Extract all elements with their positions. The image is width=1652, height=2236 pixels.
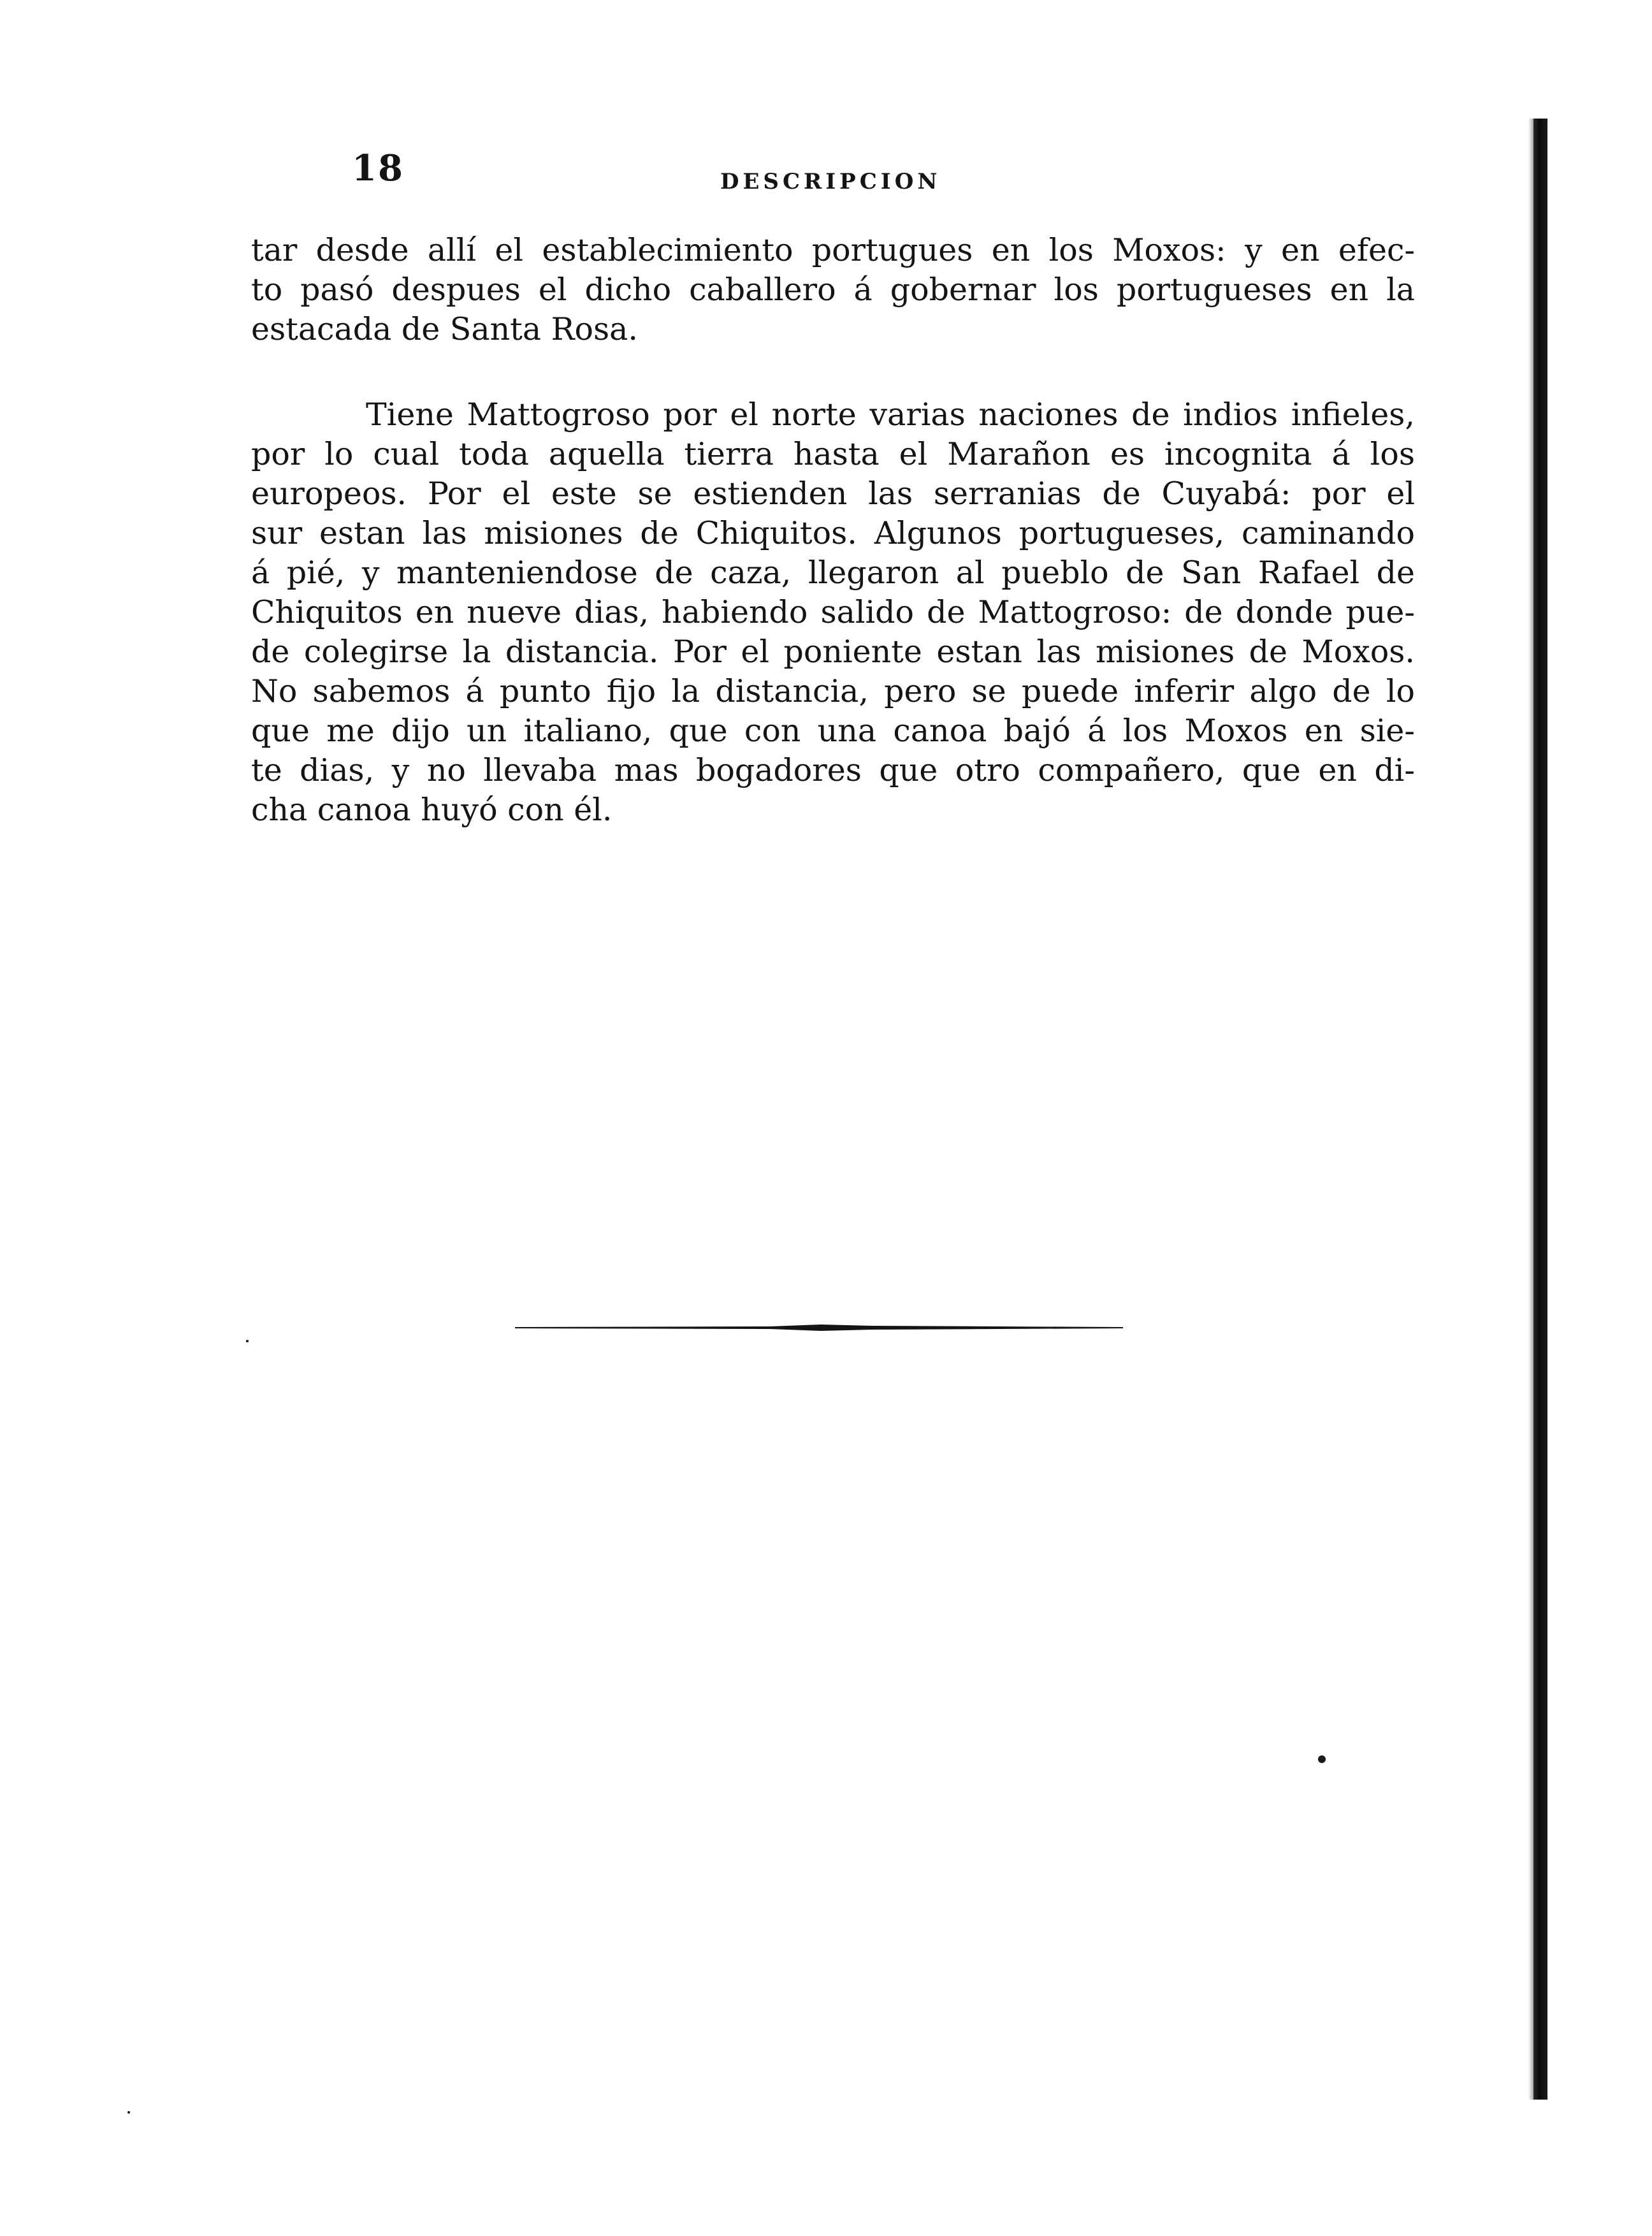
page-number: 18 <box>352 147 404 189</box>
text-line: cha canoa huyó con él. <box>251 792 612 828</box>
page-edge-bar <box>1533 119 1547 2100</box>
text-line: sur estan las misiones de Chiquitos. Algunos portugueses, caminando <box>251 515 1415 551</box>
text-line: to pasó despues el dicho caballero á gobernar los portugueses en la <box>251 272 1415 308</box>
ink-speck <box>1318 1755 1326 1763</box>
text-line: por lo cual toda aquella tierra hasta el Marañon es incognita á los <box>251 436 1415 472</box>
text-line: á pié, y manteniendose de caza, llegaron al pueblo de San Rafael de <box>251 555 1415 591</box>
text-line: Tiene Mattogroso por el norte varias naciones de indios infieles, <box>366 396 1415 433</box>
ink-speck <box>246 1340 249 1342</box>
text-line: europeos. Por el este se estienden las serranias de Cuyabá: por el <box>251 476 1415 512</box>
text-line: estacada de Santa Rosa. <box>251 311 638 347</box>
text-line: de colegirse la distancia. Por el poniente estan las misiones de Moxos. <box>251 634 1415 670</box>
ink-speck <box>127 2111 130 2114</box>
paragraph-1 <box>251 231 1415 349</box>
text-line: que me dijo un italiano, que con una canoa bajó á los Moxos en sie- <box>251 713 1415 749</box>
end-of-section-rule <box>515 1323 1123 1332</box>
text-line: te dias, y no llevaba mas bogadores que otro compañero, que en di- <box>251 752 1415 788</box>
running-title: DESCRIPCION <box>720 169 941 194</box>
text-line: Chiquitos en nueve dias, habiendo salido de Mattogroso: de donde pue- <box>251 594 1415 630</box>
paragraph-2 <box>251 395 1415 830</box>
page-edge-shadow <box>1528 119 1533 2100</box>
text-line: tar desde allí el establecimiento portugues en los Moxos: y en efec- <box>251 232 1415 268</box>
text-line: No sabemos á punto fijo la distancia, pero se puede inferir algo de lo <box>251 673 1415 709</box>
